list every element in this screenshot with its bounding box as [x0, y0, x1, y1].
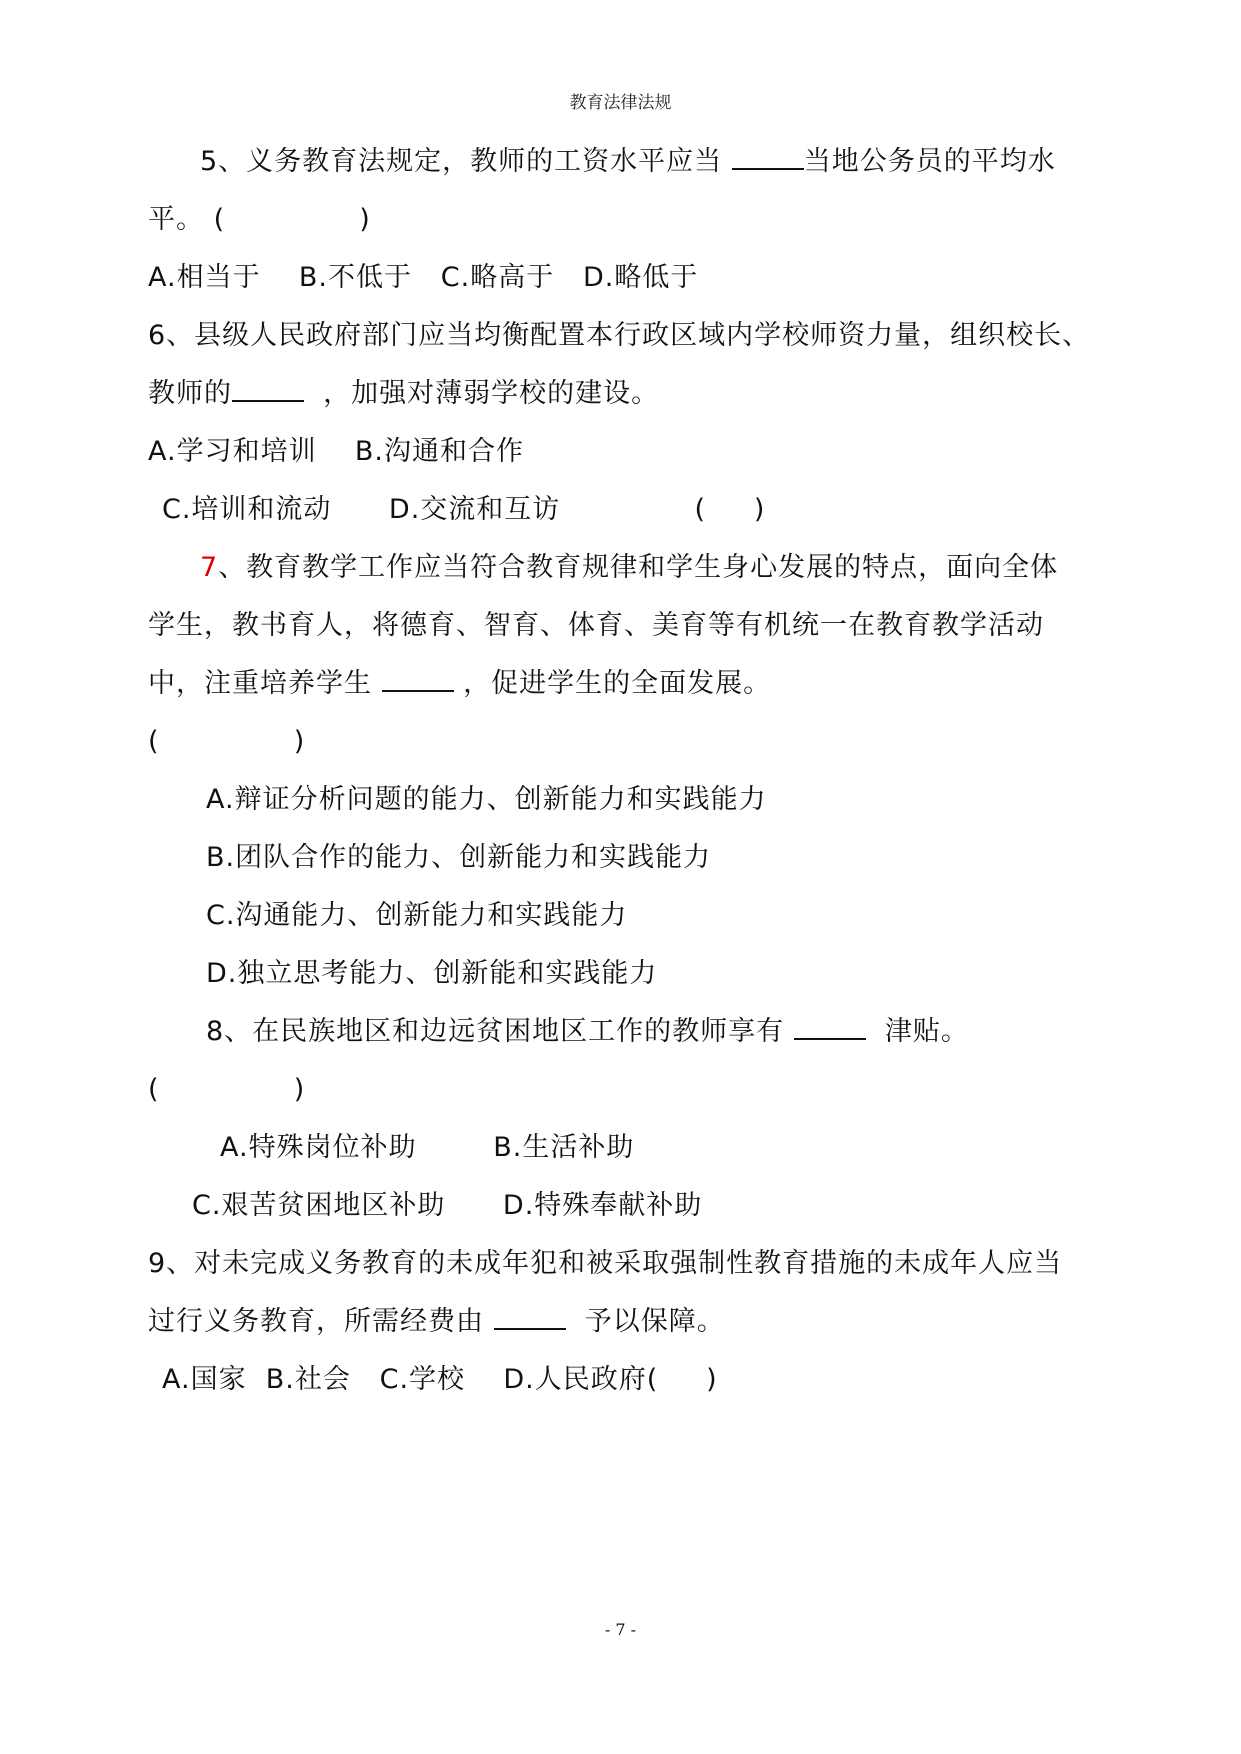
- q7-option-b: B.团队合作的能力、创新能力和实践能力: [206, 842, 712, 873]
- q8-line1: [206, 1012, 969, 1052]
- q7-option-a: A.辩证分析问题的能力、创新能力和实践能力: [206, 784, 767, 815]
- q5-blank: [732, 142, 804, 170]
- q7-option-d: D.独立思考能力、创新能和实践能力: [206, 958, 658, 989]
- q6-line2: [148, 374, 659, 414]
- q7-line2: 学生，教书育人，将德育、智育、体育、美育等有机统一在教育教学活动: [148, 610, 1044, 641]
- q8-blank: [794, 1012, 866, 1040]
- q9-blank: [494, 1302, 566, 1330]
- q8-options2: C.艰苦贫困地区补助 D.特殊奉献补助: [192, 1190, 703, 1221]
- q5-line2: 平。 ( ): [148, 204, 371, 235]
- q9-line1: 9、对未完成义务教育的未成年犯和被采取强制性教育措施的未成年人应当: [148, 1248, 1063, 1279]
- q5-text-a: 5、义务教育法规定，教师的工资水平应当: [200, 146, 732, 177]
- q5-line1: [200, 142, 1056, 182]
- q7-text-b: ，促进学生的全面发展。: [453, 668, 772, 699]
- q9-options: A.国家 B.社会 C.学校 D.人民政府( ): [162, 1364, 718, 1395]
- q7-answer-paren: ( ): [148, 726, 306, 757]
- q6-line1: 6、县级人民政府部门应当均衡配置本行政区域内学校师资力量，组织校长、: [148, 320, 1091, 351]
- q7-line1: [200, 548, 1058, 588]
- q7-text: 、教育教学工作应当符合教育规律和学生身心发展的特点，面向全体: [218, 552, 1059, 583]
- q7-number: 7: [200, 552, 219, 583]
- q7-option-c: C.沟通能力、创新能力和实践能力: [206, 900, 628, 931]
- q6-options1: A.学习和培训 B.沟通和合作: [148, 436, 525, 467]
- q9-line2: [148, 1302, 725, 1342]
- q8-text-b: 津贴。: [865, 1016, 969, 1047]
- page-header: 教育法律法规: [569, 93, 672, 113]
- q9-text-a: 过行义务教育，所需经费由: [148, 1306, 494, 1337]
- q6-options2: C.培训和流动 D.交流和互访 ( ): [162, 494, 766, 525]
- q6-blank: [232, 374, 304, 402]
- q5-text-b: 当地公务员的平均水: [803, 146, 1056, 177]
- q8-text-a: 8、在民族地区和边远贫困地区工作的教师享有: [206, 1016, 794, 1047]
- q7-line3: [148, 664, 771, 704]
- q9-text-b: 予以保障。: [565, 1306, 725, 1337]
- q7-text-a: 中，注重培养学生: [148, 668, 382, 699]
- q8-options1: A.特殊岗位补助 B.生活补助: [220, 1132, 635, 1163]
- q6-text-a: 教师的: [148, 378, 232, 409]
- q8-answer-paren: ( ): [148, 1074, 306, 1105]
- q6-text-b: ，加强对薄弱学校的建设。: [304, 378, 660, 409]
- page-number: - 7 -: [604, 1620, 637, 1639]
- q5-options: A.相当于 B.不低于 C.略高于 D.略低于: [148, 262, 699, 293]
- q7-blank: [382, 664, 454, 692]
